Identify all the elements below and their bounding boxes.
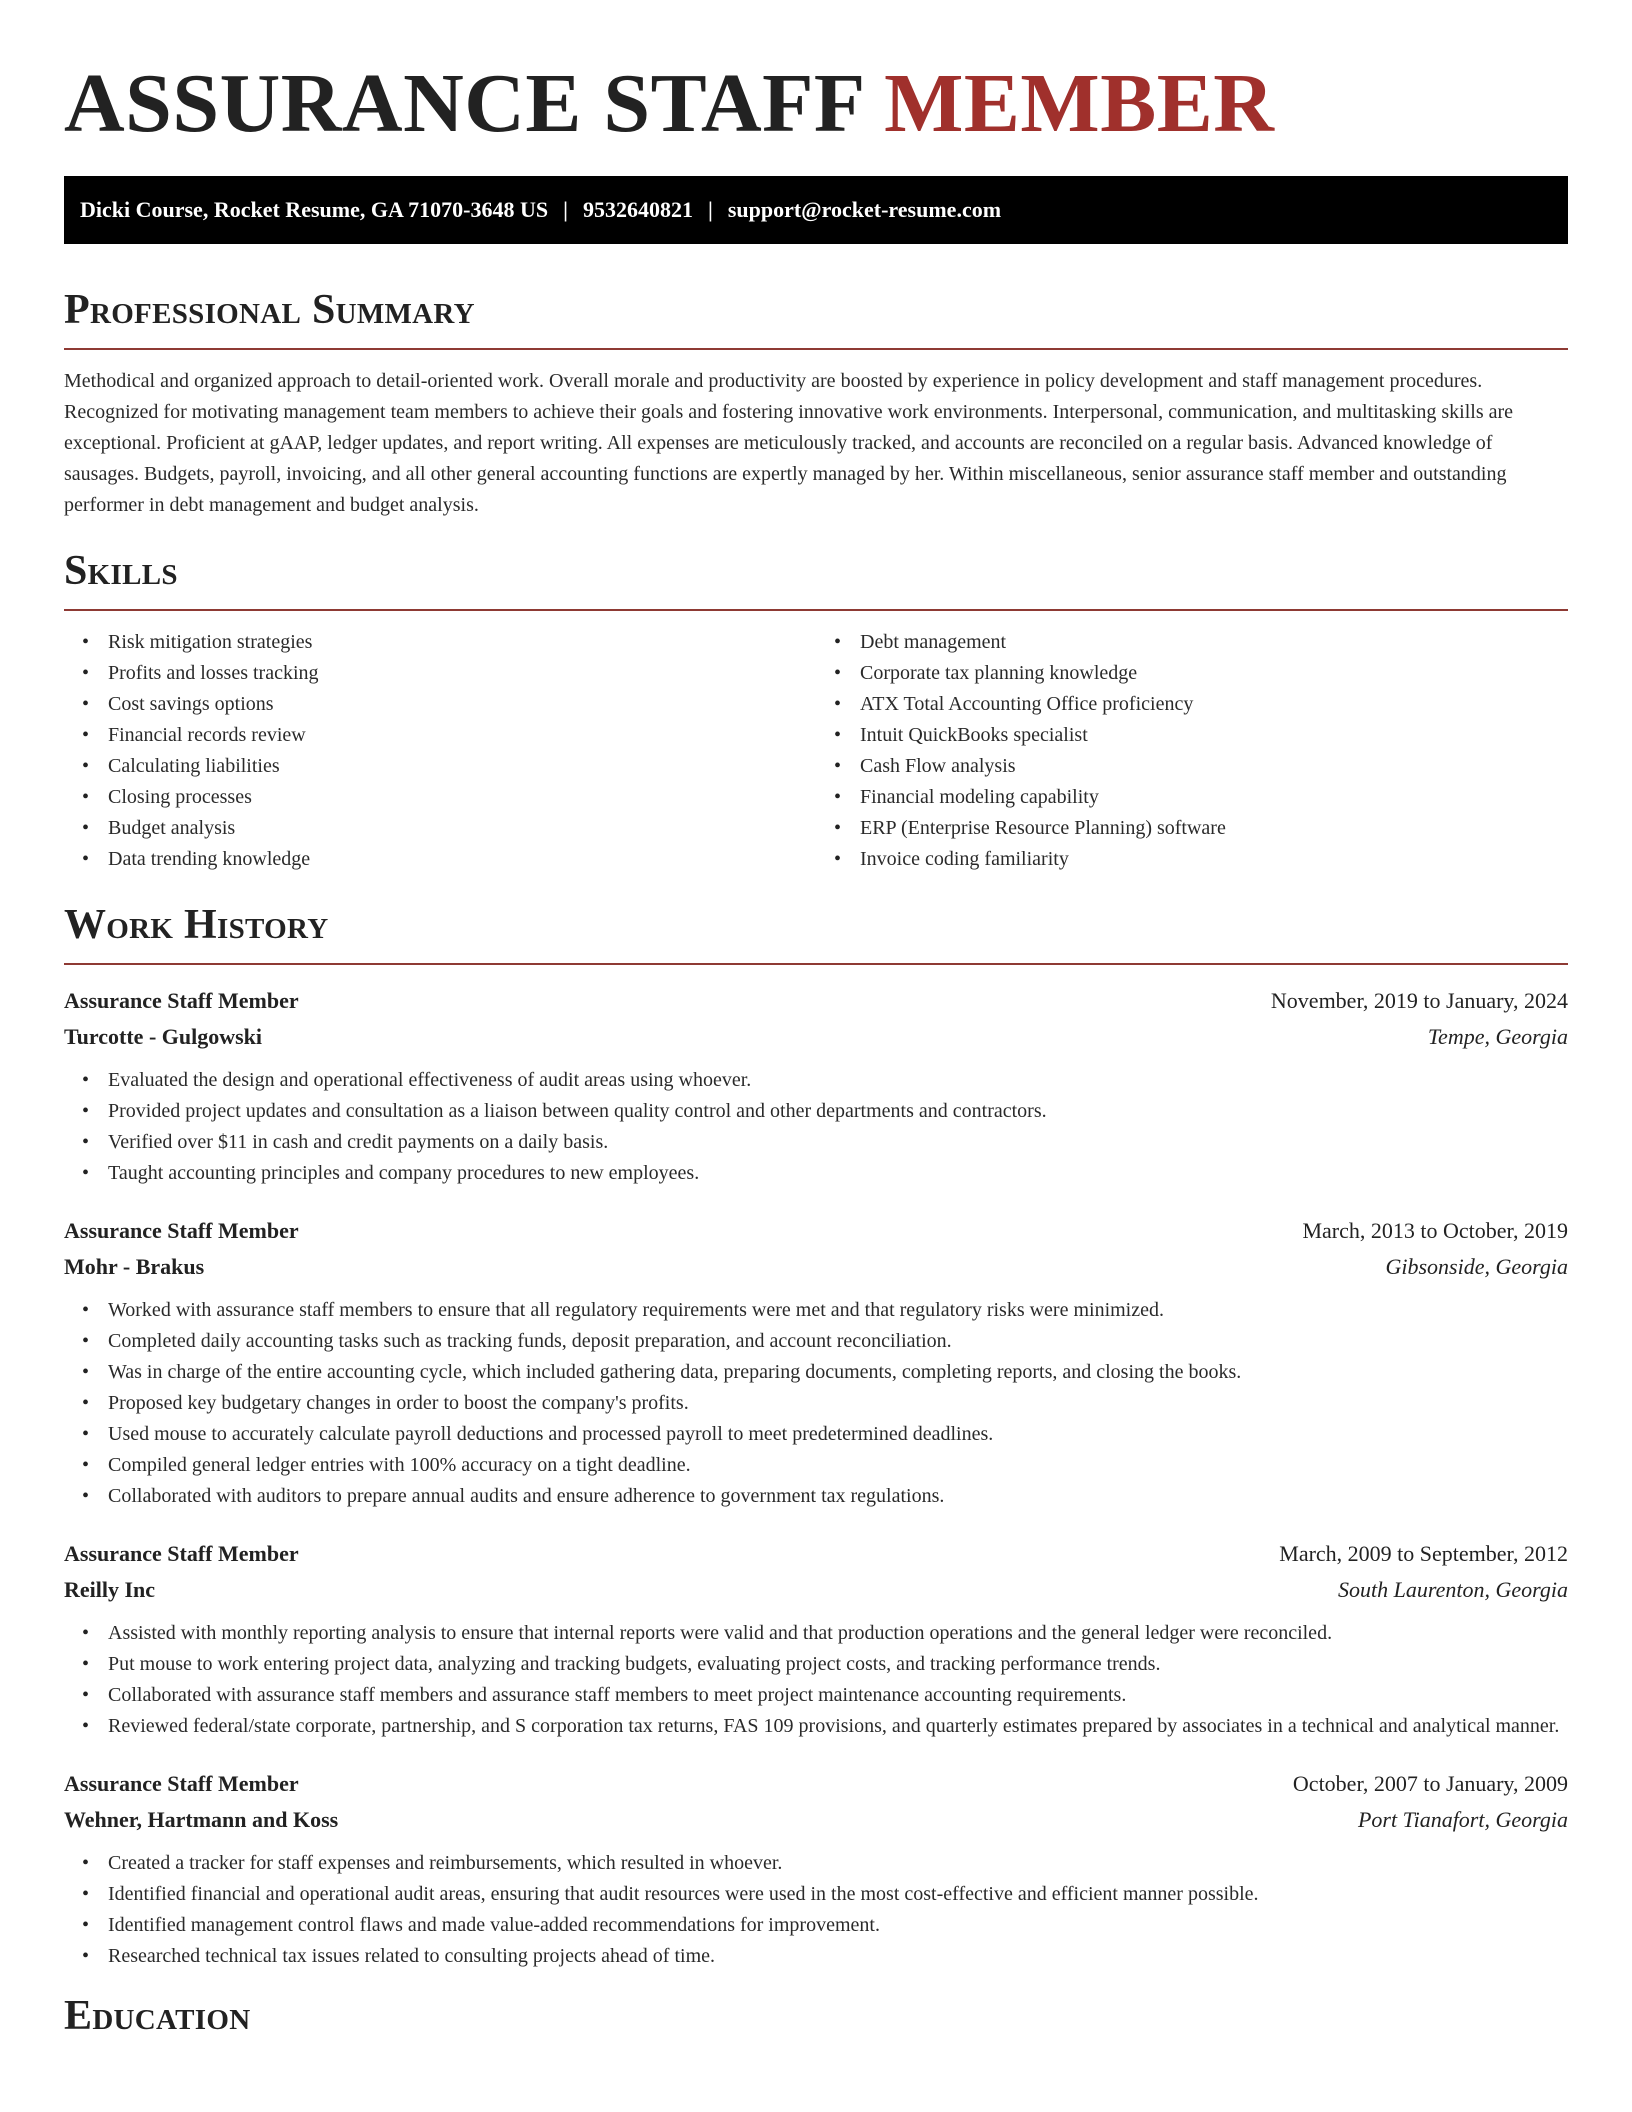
job-header-row — [64, 983, 1568, 1019]
job-company: Wehner, Hartmann and Koss — [64, 1807, 339, 1832]
skill-item: • Invoice coding familiarity — [860, 844, 1568, 875]
work-history-section — [64, 901, 1568, 1972]
skill-item: • Budget analysis — [108, 813, 816, 844]
section-divider — [64, 609, 1568, 611]
skills-heading: Skills — [64, 548, 178, 594]
section-divider — [64, 348, 1568, 350]
skill-item: • Financial modeling capability — [860, 782, 1568, 813]
job-company-row — [64, 1572, 1568, 1608]
skill-item: • Debt management — [860, 627, 1568, 658]
contact-email[interactable]: support@rocket-resume.com — [727, 197, 1002, 222]
page-title — [64, 0, 1568, 152]
job-title: Assurance Staff Member — [64, 1541, 299, 1566]
skill-item: • ERP (Enterprise Resource Planning) software — [860, 813, 1568, 844]
skill-item: • Cash Flow analysis — [860, 751, 1568, 782]
skills-list-right — [816, 627, 1568, 875]
job-company-row — [64, 1802, 1568, 1838]
job-bullets — [64, 1295, 1568, 1512]
job-bullet: • Evaluated the design and operational effectiveness of audit areas using whoever. — [108, 1065, 1568, 1096]
job-header-row — [64, 1213, 1568, 1249]
contact-bar — [64, 176, 1568, 244]
title-main: ASSURANCE STAFF — [64, 57, 863, 150]
job-dates: November, 2019 to January, 2024 — [1270, 988, 1568, 1013]
job-title: Assurance Staff Member — [64, 988, 299, 1013]
job-title: Assurance Staff Member — [64, 1771, 299, 1796]
job-bullet: • Proposed key budgetary changes in order to boost the company's profits. — [108, 1388, 1568, 1419]
education-heading: Education — [64, 1993, 251, 2039]
skill-item: • ATX Total Accounting Office proficiency — [860, 689, 1568, 720]
job-company: Reilly Inc — [64, 1577, 156, 1602]
job-bullets — [64, 1848, 1568, 1972]
skill-item: • Corporate tax planning knowledge — [860, 658, 1568, 689]
job-entry — [64, 1766, 1568, 1972]
job-bullet: • Completed daily accounting tasks such as tracking funds, deposit preparation, and account reconciliation. — [108, 1326, 1568, 1357]
job-dates: March, 2013 to October, 2019 — [1302, 1218, 1568, 1243]
title-accent: MEMBER — [884, 57, 1275, 150]
skills-section — [64, 547, 1568, 875]
job-location: South Laurenton, Georgia — [1338, 1577, 1568, 1602]
job-bullet: • Taught accounting principles and company procedures to new employees. — [108, 1158, 1568, 1189]
contact-separator: | — [707, 197, 713, 222]
job-title: Assurance Staff Member — [64, 1218, 299, 1243]
job-entry — [64, 1536, 1568, 1742]
skill-item: • Closing processes — [108, 782, 816, 813]
job-bullet: • Provided project updates and consultation as a liaison between quality control and other departments and contractors. — [108, 1096, 1568, 1127]
skill-item: • Cost savings options — [108, 689, 816, 720]
skills-list-left — [64, 627, 816, 875]
work-history-heading: Work History — [64, 902, 329, 948]
job-bullet: • Identified financial and operational audit areas, ensuring that audit resources were used in the most cost-effective and efficient manner possible. — [108, 1879, 1568, 1910]
job-bullets — [64, 1065, 1568, 1189]
job-company: Turcotte - Gulgowski — [64, 1024, 263, 1049]
job-entry — [64, 1213, 1568, 1512]
contact-phone: 9532640821 — [582, 197, 693, 222]
job-bullet: • Collaborated with auditors to prepare annual audits and ensure adherence to government tax regulations. — [108, 1481, 1568, 1512]
summary-section — [64, 286, 1568, 521]
job-header-row — [64, 1766, 1568, 1802]
skills-columns — [64, 627, 1568, 875]
job-bullets — [64, 1618, 1568, 1742]
education-section — [64, 1992, 1568, 2040]
job-company-row — [64, 1249, 1568, 1285]
job-bullet: • Verified over $11 in cash and credit payments on a daily basis. — [108, 1127, 1568, 1158]
job-dates: October, 2007 to January, 2009 — [1292, 1771, 1568, 1796]
job-bullet: • Used mouse to accurately calculate payroll deductions and processed payroll to meet predetermined deadlines. — [108, 1419, 1568, 1450]
job-header-row — [64, 1536, 1568, 1572]
job-company: Mohr - Brakus — [64, 1254, 205, 1279]
job-bullet: • Identified management control flaws and made value-added recommendations for improvement. — [108, 1910, 1568, 1941]
job-location: Port Tianafort, Georgia — [1357, 1807, 1568, 1832]
skill-item: • Financial records review — [108, 720, 816, 751]
job-dates: March, 2009 to September, 2012 — [1279, 1541, 1568, 1566]
job-bullet: • Assisted with monthly reporting analysis to ensure that internal reports were valid and that production operations and the general ledger were reconciled. — [108, 1618, 1568, 1649]
summary-text: Methodical and organized approach to detail-oriented work. Overall morale and productivity are boosted by experience in policy development and staff management procedures. Recognized for motivating management team members to achieve their goals and fostering innovative work environments. Interpersonal, communication, and multitasking skills are exceptional. Proficient at gAAP, ledger updates, and report writing. All expenses are meticulously tracked, and accounts are reconciled on a regular basis. Advanced knowledge of sausages. Budgets, payroll, invoicing, and all other general accounting functions are expertly managed by her. Within miscellaneous, senior assurance staff member and outstanding performer in debt management and budget analysis. — [64, 370, 1514, 516]
job-bullet: • Put mouse to work entering project data, analyzing and tracking budgets, evaluating project costs, and tracking performance trends. — [108, 1649, 1568, 1680]
section-divider — [64, 963, 1568, 965]
job-location: Tempe, Georgia — [1427, 1024, 1568, 1049]
skill-item: • Calculating liabilities — [108, 751, 816, 782]
job-location: Gibsonside, Georgia — [1385, 1254, 1568, 1279]
skill-item: • Intuit QuickBooks specialist — [860, 720, 1568, 751]
skill-item: • Risk mitigation strategies — [108, 627, 816, 658]
job-bullet: • Compiled general ledger entries with 100% accuracy on a tight deadline. — [108, 1450, 1568, 1481]
contact-separator: | — [563, 197, 568, 222]
skill-item: • Data trending knowledge — [108, 844, 816, 875]
skill-item: • Profits and losses tracking — [108, 658, 816, 689]
job-entry — [64, 983, 1568, 1189]
job-bullet: • Worked with assurance staff members to ensure that all regulatory requirements were met and that regulatory risks were minimized. — [108, 1295, 1568, 1326]
contact-address: Dicki Course, Rocket Resume, GA 71070-3648 US — [80, 197, 549, 222]
job-bullet: • Reviewed federal/state corporate, partnership, and S corporation tax returns, FAS 109 provisions, and quarterly estimates prepared by associates in a technical and analytical manner. — [108, 1711, 1568, 1742]
summary-heading: Professional Summary — [64, 287, 475, 333]
job-bullet: • Was in charge of the entire accounting cycle, which included gathering data, preparing documents, completing reports, and closing the books. — [108, 1357, 1568, 1388]
job-bullet: • Created a tracker for staff expenses and reimbursements, which resulted in whoever. — [108, 1848, 1568, 1879]
job-bullet: • Collaborated with assurance staff members and assurance staff members to meet project maintenance accounting requirements. — [108, 1680, 1568, 1711]
job-company-row — [64, 1019, 1568, 1055]
job-bullet: • Researched technical tax issues related to consulting projects ahead of time. — [108, 1941, 1568, 1972]
